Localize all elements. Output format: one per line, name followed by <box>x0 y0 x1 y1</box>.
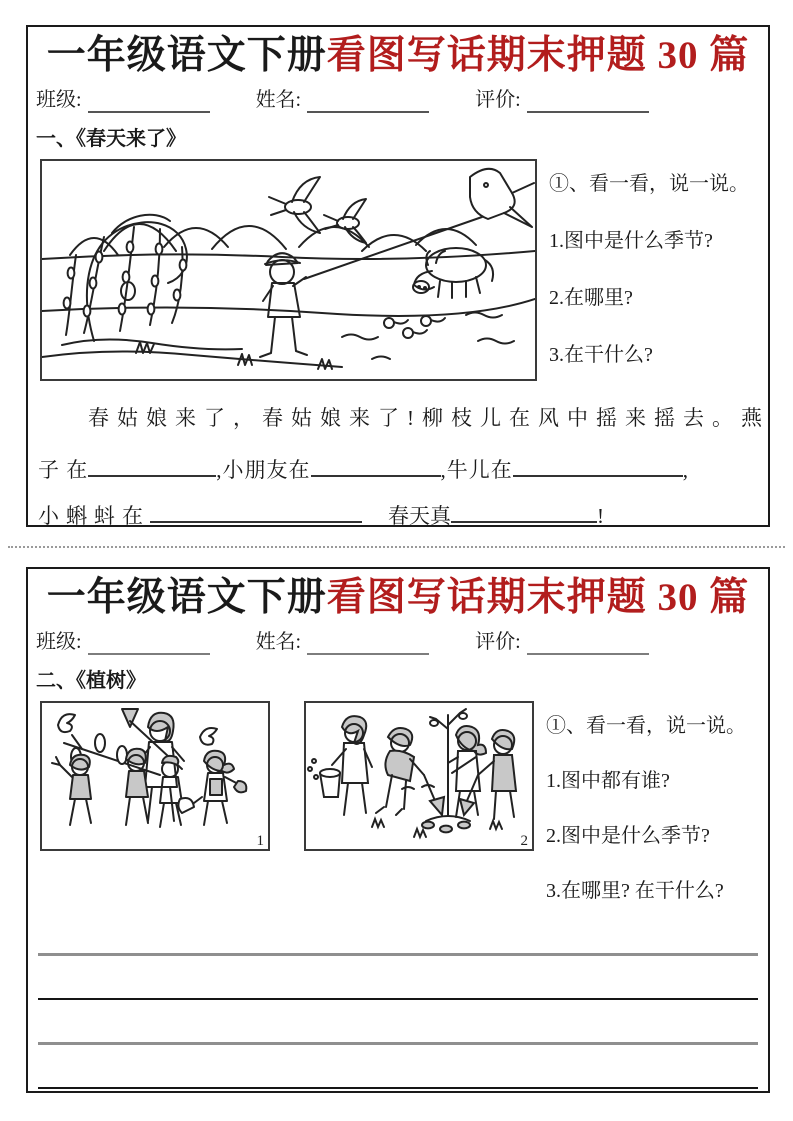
paragraph-line-3 <box>38 487 758 533</box>
writing-line <box>38 1089 758 1121</box>
evaluation-blank-line <box>527 631 649 655</box>
question-3: 3.在哪里? 在干什么? <box>546 880 724 902</box>
evaluation-label: 评价: <box>475 89 521 111</box>
student-info-row <box>36 629 760 655</box>
river-banks <box>42 251 535 367</box>
tree-planting-walk-illustration <box>42 703 268 849</box>
writing-line <box>38 956 758 1000</box>
fill-in-paragraph <box>38 395 770 533</box>
child-figure-1 <box>52 755 91 825</box>
page-title <box>28 575 768 621</box>
tree-planting-dig-illustration <box>306 703 532 849</box>
name-field <box>256 629 430 655</box>
swallow-icon-2 <box>324 199 366 243</box>
class-field <box>36 629 210 655</box>
exercise-2-content <box>40 701 760 903</box>
student-info-row <box>36 87 760 113</box>
paragraph-text: 小蝌蚪在 <box>38 504 150 528</box>
blank-tadpoles <box>150 487 362 523</box>
page-title <box>28 33 768 79</box>
blank-cattle <box>513 441 683 477</box>
illustration-frame-spring <box>40 159 537 381</box>
question-heading: ①、看一看，说一说。 <box>549 173 749 195</box>
name-label: 姓名: <box>255 631 302 653</box>
dirt-mound <box>422 816 470 832</box>
name-blank-line <box>307 631 429 655</box>
paragraph-line-1: 春姑娘来了，春姑娘来了!柳枝儿在风中摇来摇去。燕 <box>88 406 770 430</box>
section-title-spring: 一、《春天来了》 <box>36 128 186 150</box>
title-topic-part: 看图写话期末押题 30 篇 <box>326 576 750 619</box>
paragraph-text: ! <box>597 504 604 528</box>
boy-digging <box>376 728 444 815</box>
class-label: 班级: <box>36 89 82 111</box>
questions-panel-1 <box>549 159 749 381</box>
writing-line <box>38 1045 758 1089</box>
class-blank-line <box>88 631 210 655</box>
paragraph-text: 春天真 <box>388 504 451 528</box>
paragraph-text: , <box>682 458 689 482</box>
figure-number-2: 2 <box>520 833 528 849</box>
boy-flying-kite <box>260 253 307 357</box>
girl-with-bucket <box>308 716 372 815</box>
question-heading: ①、看一看，说一说。 <box>546 715 746 737</box>
paragraph-text: ,小朋友在 <box>216 458 311 482</box>
girl-figure-ponytail <box>204 751 246 825</box>
worksheet-page-1 <box>26 25 770 527</box>
illustration-frame-planting-2 <box>304 701 534 851</box>
class-label: 班级: <box>36 631 82 653</box>
page-cut-separator <box>8 546 785 548</box>
questions-panel-2 <box>546 701 746 903</box>
title-grade-part: 一年级语文下册 <box>46 576 327 619</box>
class-field <box>36 87 210 113</box>
paragraph-text: ,牛儿在 <box>440 458 513 482</box>
evaluation-field <box>475 629 649 655</box>
name-field <box>256 87 430 113</box>
blank-swallows <box>88 441 216 477</box>
evaluation-label: 评价: <box>475 631 521 653</box>
illustration-frame-planting-1 <box>40 701 270 851</box>
cow-icon <box>413 248 493 298</box>
question-3: 3.在干什么? <box>549 344 653 366</box>
writing-line <box>38 1000 758 1045</box>
writing-lines-area <box>38 911 758 1121</box>
blank-children <box>311 441 441 477</box>
spring-scene-illustration <box>42 161 535 379</box>
title-topic-part: 看图写话期末押题 30 篇 <box>326 34 750 77</box>
exercise-1-content <box>40 159 760 381</box>
name-blank-line <box>307 89 429 113</box>
question-1: 1.图中是什么季节? <box>549 230 713 252</box>
title-grade-part: 一年级语文下册 <box>46 34 327 77</box>
swallow-icon <box>269 177 320 233</box>
evaluation-blank-line <box>527 89 649 113</box>
question-1: 1.图中都有谁? <box>546 770 670 792</box>
child-figure-2 <box>126 749 148 825</box>
tadpoles <box>384 316 445 338</box>
question-2: 2.图中是什么季节? <box>546 825 710 847</box>
bird-icon <box>58 714 217 745</box>
paragraph-text: 子 在 <box>38 458 89 482</box>
figure-number-1: 1 <box>256 833 264 849</box>
class-blank-line <box>88 89 210 113</box>
kite-icon <box>304 169 534 279</box>
evaluation-field <box>475 87 649 113</box>
section-title-tree-planting: 二、《植树》 <box>36 670 146 692</box>
name-label: 姓名: <box>255 89 302 111</box>
writing-line <box>38 911 758 956</box>
question-2: 2.在哪里? <box>549 287 633 309</box>
paragraph-line-2 <box>38 441 758 487</box>
child-figure-3 <box>160 756 202 827</box>
grass-tufts <box>372 785 502 837</box>
blank-spring-is <box>451 487 597 523</box>
worksheet-page-2 <box>26 567 770 1093</box>
